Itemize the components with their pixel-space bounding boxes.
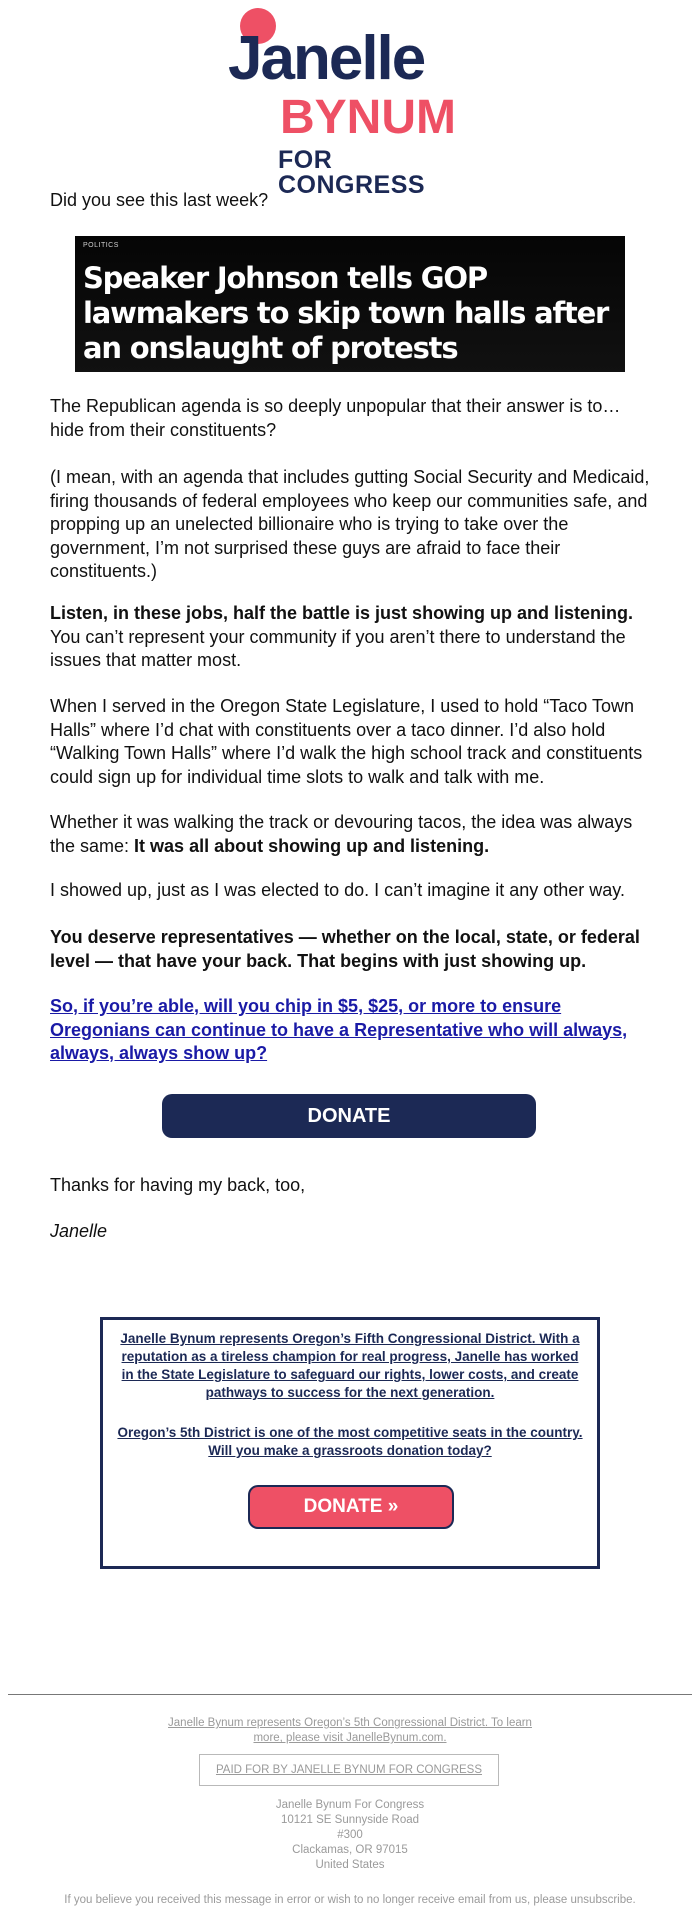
footer-about-end: .: [443, 1732, 447, 1744]
donation-box-appeal-link[interactable]: Oregon’s 5th District is one of the most competitive seats in the country. Will you make a grassroots donation today?: [117, 1425, 583, 1458]
address-line-4: Clackamas, OR 97015: [292, 1844, 408, 1856]
footer-about-text: Janelle Bynum represents Oregon’s 5th Congressional District. To learn more, please visit: [168, 1717, 532, 1744]
logo-last-name: BYNUM: [280, 91, 456, 144]
footer-about: [0, 1716, 700, 1746]
news-headline: Speaker Johnson tells GOP lawmakers to skip town halls after an onslaught of protests: [83, 261, 609, 365]
body-paragraph-1: The Republican agenda is so deeply unpopular that their answer is to… hide from their constituents?: [50, 396, 621, 440]
donation-box-donate-button[interactable]: DONATE »: [248, 1485, 454, 1529]
unsubscribe-text[interactable]: If you believe you received this message in error or wish to no longer receive email from us, please unsubscribe.: [64, 1894, 636, 1906]
address-line-2: 10121 SE Sunnyside Road: [280, 1814, 420, 1826]
news-tag: POLITICS: [83, 242, 119, 249]
signoff-text: Thanks for having my back, too,: [50, 1175, 306, 1195]
signature: Janelle: [50, 1221, 108, 1241]
footer-address: [0, 1798, 700, 1873]
address-line-5: United States: [315, 1859, 385, 1871]
logo-first-name: Janelle: [228, 24, 425, 93]
address-line-3: #300: [337, 1829, 363, 1841]
campaign-logo: [220, 6, 482, 199]
body-paragraph-5-bold: It was all about showing up and listening.: [134, 835, 490, 856]
footer-divider: [8, 1694, 692, 1695]
body-paragraph-5: [50, 811, 650, 858]
body-paragraph-7: You deserve representatives — whether on the local, state, or federal level — that have your back. That begins with just showing up.: [50, 927, 640, 971]
paid-for-disclaimer[interactable]: PAID FOR BY JANELLE BYNUM FOR CONGRESS: [199, 1754, 499, 1786]
address-line-1: Janelle Bynum For Congress: [275, 1799, 425, 1811]
intro-text: Did you see this last week?: [50, 190, 269, 210]
donation-box: [100, 1317, 600, 1569]
donation-box-about-link[interactable]: Janelle Bynum represents Oregon’s Fifth Congressional District. With a reputation as a tireless champion for real progress, Janelle has worked in the State Legislature to safeguard our rights, lower costs, and create pathways to success for the next generation.: [120, 1331, 580, 1400]
body-paragraph-5-start: Whether it was walking the track or devouring tacos, the idea was always the same:: [50, 812, 633, 856]
body-paragraph-4: When I served in the Oregon State Legislature, I used to hold “Taco Town Halls” where I’d chat with constituents over a taco dinner. I’d also hold “Walking Town Halls” where I’d walk the high school track and constituents could sign up for individual time slots to walk and talk with me.: [50, 696, 643, 787]
body-paragraph-6: I showed up, just as I was elected to do. I can’t imagine it any other way.: [50, 880, 625, 900]
body-paragraph-2: (I mean, with an agenda that includes gutting Social Security and Medicaid, firing thousands of federal employees who keep our communities safe, and propping up an unelected billionaire who is trying to take over the government, I’m not surprised these guys are afraid to face their constituents.): [50, 467, 650, 581]
donate-cta-link[interactable]: So, if you’re able, will you chip in $5, $25, or more to ensure Oregonians can continue to have a Representative who will always, always, always show up?: [50, 996, 628, 1063]
body-paragraph-3-bold: Listen, in these jobs, half the battle is just showing up and listening.: [50, 603, 634, 623]
body-paragraph-3-rest: You can’t represent your community if you aren’t there to understand the issues that matter most.: [50, 626, 626, 670]
logo-tagline: FOR CONGRESS: [278, 146, 426, 199]
body-paragraph-3: [50, 602, 650, 673]
news-headline-image: [75, 236, 625, 372]
footer-website-link[interactable]: JanelleBynum.com: [346, 1732, 444, 1744]
donate-button[interactable]: DONATE: [162, 1094, 536, 1138]
donate-cta-paragraph: [50, 995, 650, 1066]
